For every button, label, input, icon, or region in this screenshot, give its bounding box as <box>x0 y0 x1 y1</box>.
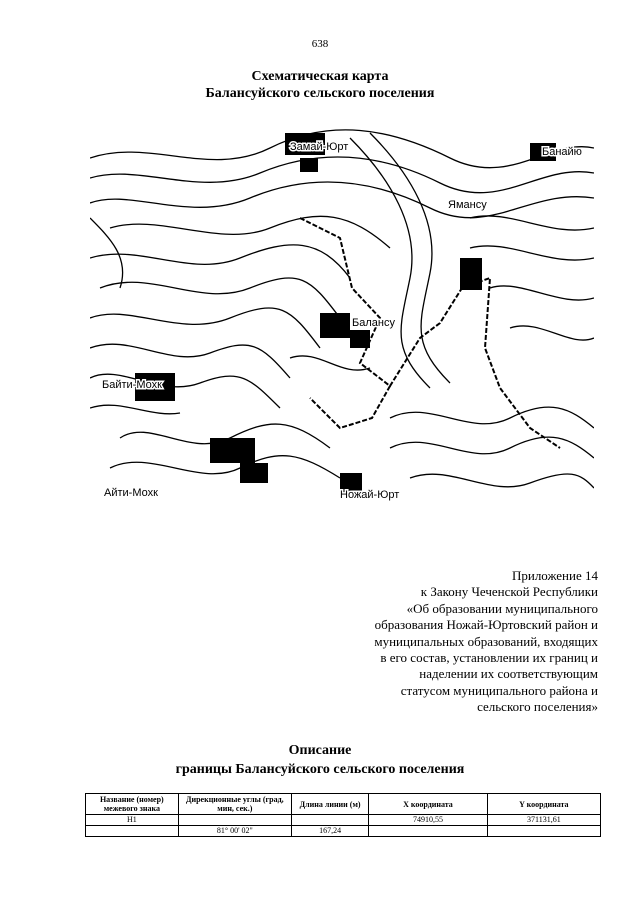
appendix-line: в его состав, установлении их границ и <box>380 650 598 666</box>
table-row <box>86 815 601 826</box>
table-cell: 74910,55 <box>369 815 487 826</box>
schematic-map <box>90 118 594 510</box>
map-graphic <box>90 118 594 510</box>
table-cell: 81° 00' 02" <box>178 826 291 837</box>
table-cell: 371131,61 <box>487 815 600 826</box>
map-title-line2: Балансуйского сельского поселения <box>205 86 435 101</box>
table-header-row <box>86 794 601 815</box>
appendix-line: статусом муниципального района и <box>400 682 598 698</box>
label-zamai-yurt: Замай-Юрт <box>290 141 349 153</box>
header-direction-angles: Дирекционные углы (град, мин, сек.) <box>178 794 291 815</box>
appendix-line: муниципальных образований, входящих <box>374 633 598 649</box>
table-cell <box>178 815 291 826</box>
table-cell <box>291 815 368 826</box>
table-cell <box>86 826 179 837</box>
label-aiti-mokhk: Айти-Мохк <box>104 487 158 499</box>
description-heading <box>0 741 640 779</box>
label-nozhai-yurt: Ножай-Юрт <box>340 489 400 501</box>
table-cell: 167,24 <box>291 826 368 837</box>
map-title-line1: Схематическая карта <box>251 69 389 84</box>
map-title <box>0 68 640 102</box>
header-y-coordinate: Y координата <box>487 794 600 815</box>
appendix-line: «Об образовании муниципального <box>406 600 598 616</box>
header-x-coordinate: X координата <box>369 794 487 815</box>
table-cell: Н1 <box>86 815 179 826</box>
appendix-line: сельского поселения» <box>477 699 598 715</box>
appendix-line: наделении их соответствующим <box>419 666 598 682</box>
header-line-length: Длина линии (м) <box>291 794 368 815</box>
label-yamansu: Ямансу <box>448 199 487 211</box>
coordinates-table <box>85 793 601 837</box>
label-baiti-mokhk: Байти-Мохк <box>102 379 162 391</box>
header-point-name: Название (номер) межевого знака <box>86 794 179 815</box>
table-cell <box>369 826 487 837</box>
table-cell <box>487 826 600 837</box>
appendix-block <box>298 568 598 716</box>
description-subtitle: границы Балансуйского сельского поселения <box>175 762 465 777</box>
label-balansu: Балансу <box>352 317 395 329</box>
description-title: Описание <box>288 743 352 758</box>
appendix-line: образования Ножай-Юртовский район и <box>374 617 598 633</box>
label-banaiyurt: Банайю <box>542 146 582 158</box>
appendix-line: к Закону Чеченской Республики <box>420 584 598 600</box>
page-number: 638 <box>311 38 329 50</box>
appendix-line: Приложение 14 <box>511 568 598 583</box>
table-row <box>86 826 601 837</box>
